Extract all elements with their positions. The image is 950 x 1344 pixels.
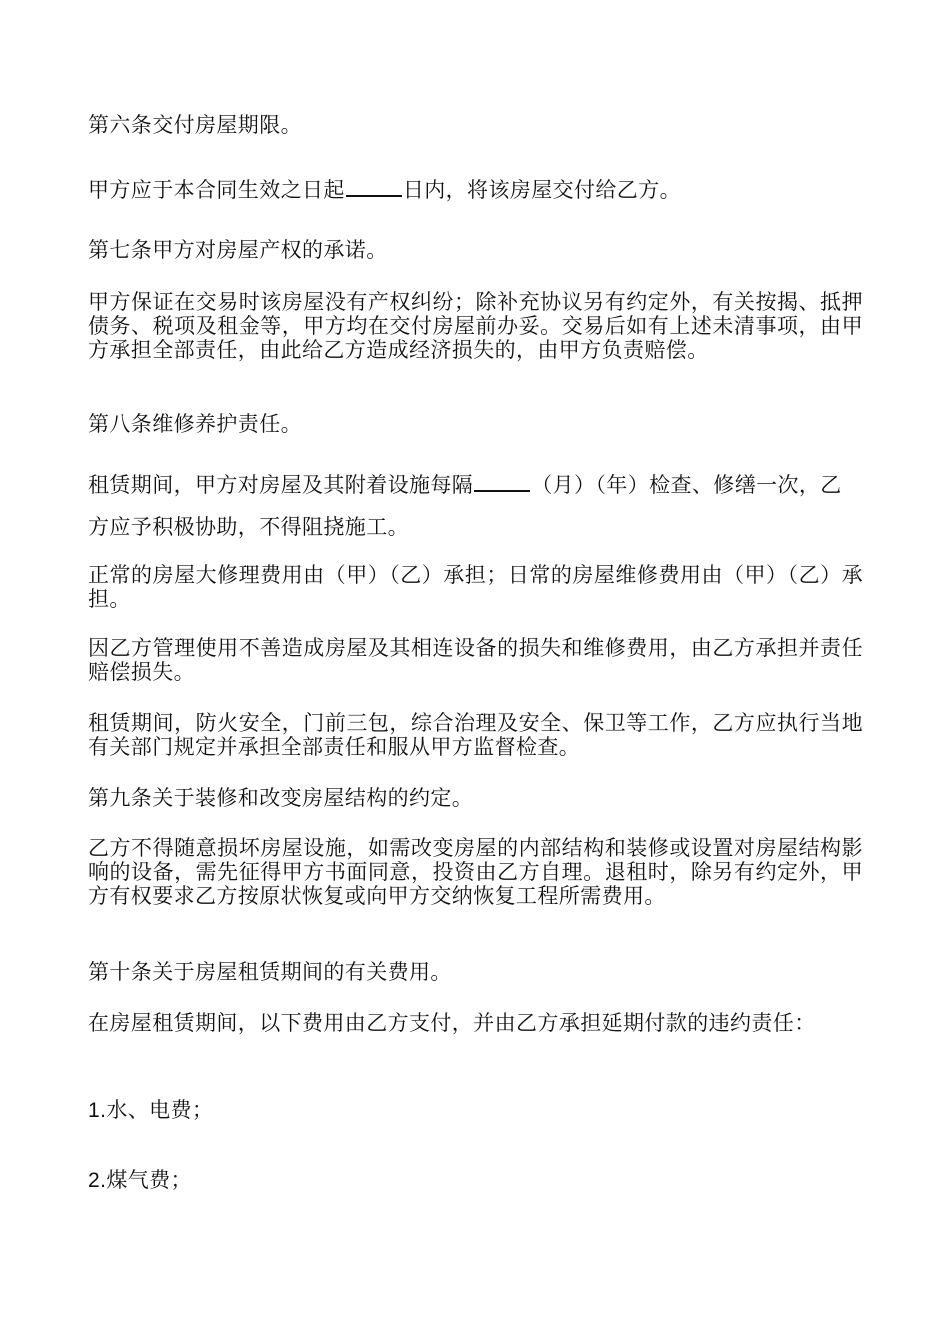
article-8-paragraph-1 — [88, 464, 863, 548]
article-10-text: 在房屋租赁期间，以下费用由乙方支付，并由乙方承担延期付款的违约责任： — [88, 1011, 816, 1035]
list-item-2-text: 煤气费； — [106, 1168, 192, 1192]
blank-line — [474, 470, 530, 492]
article-10-title: 第十条关于房屋租赁期间的有关费用。 — [88, 960, 452, 984]
article-9-text: 乙方不得随意损坏房屋设施，如需改变房屋的内部结构和装修或设置对房屋结构影响的设备，需先征得甲方书面同意，投资由乙方自理。退租时，除另有约定外，甲方有权要求乙方按原状恢复或向甲方交纳恢复工程所需费用。 — [88, 836, 863, 908]
article-6-title: 第六条交付房屋期限。 — [88, 113, 302, 137]
article-8-paragraph-1-part-a: 租赁期间，甲方对房屋及其附着设施每隔 — [88, 473, 474, 497]
article-6-text-part-a: 甲方应于本合同生效之日起 — [88, 178, 345, 202]
article-7-title: 第七条甲方对房屋产权的承诺。 — [88, 238, 388, 262]
article-6-text-part-b: 日内，将该房屋交付给乙方。 — [402, 178, 682, 202]
list-item-2 — [88, 1168, 863, 1193]
article-8-paragraph-3: 因乙方管理使用不善造成房屋及其相连设备的损失和维修费用，由乙方承担并责任赔偿损失。 — [88, 636, 863, 684]
list-item-1-number: 1. — [88, 1099, 107, 1122]
list-item-1 — [88, 1098, 863, 1123]
article-8-paragraph-4: 租赁期间，防火安全，门前三包，综合治理及安全、保卫等工作，乙方应执行当地有关部门规定并承担全部责任和服从甲方监督检查。 — [88, 711, 863, 759]
article-8-title: 第八条维修养护责任。 — [88, 412, 302, 436]
article-8-paragraph-1-part-b: （月）（年）检查、修缮一次，乙方应予积极协助，不得阻挠施工。 — [88, 473, 842, 539]
list-item-1-text: 水、电费； — [106, 1098, 214, 1122]
article-6-text — [88, 175, 863, 202]
article-8-paragraph-2: 正常的房屋大修理费用由（甲）（乙）承担；日常的房屋维修费用由（甲）（乙）承担。 — [88, 563, 863, 611]
list-item-2-number: 2. — [88, 1169, 107, 1192]
blank-line — [346, 175, 402, 197]
article-9-title: 第九条关于装修和改变房屋结构的约定。 — [88, 786, 474, 810]
article-7-text: 甲方保证在交易时该房屋没有产权纠纷；除补充协议另有约定外，有关按揭、抵押债务、税项及租金等，甲方均在交付房屋前办妥。交易后如有上述未清事项，由甲方承担全部责任，由此给乙方造成经济损失的，由甲方负责赔偿。 — [88, 290, 863, 362]
